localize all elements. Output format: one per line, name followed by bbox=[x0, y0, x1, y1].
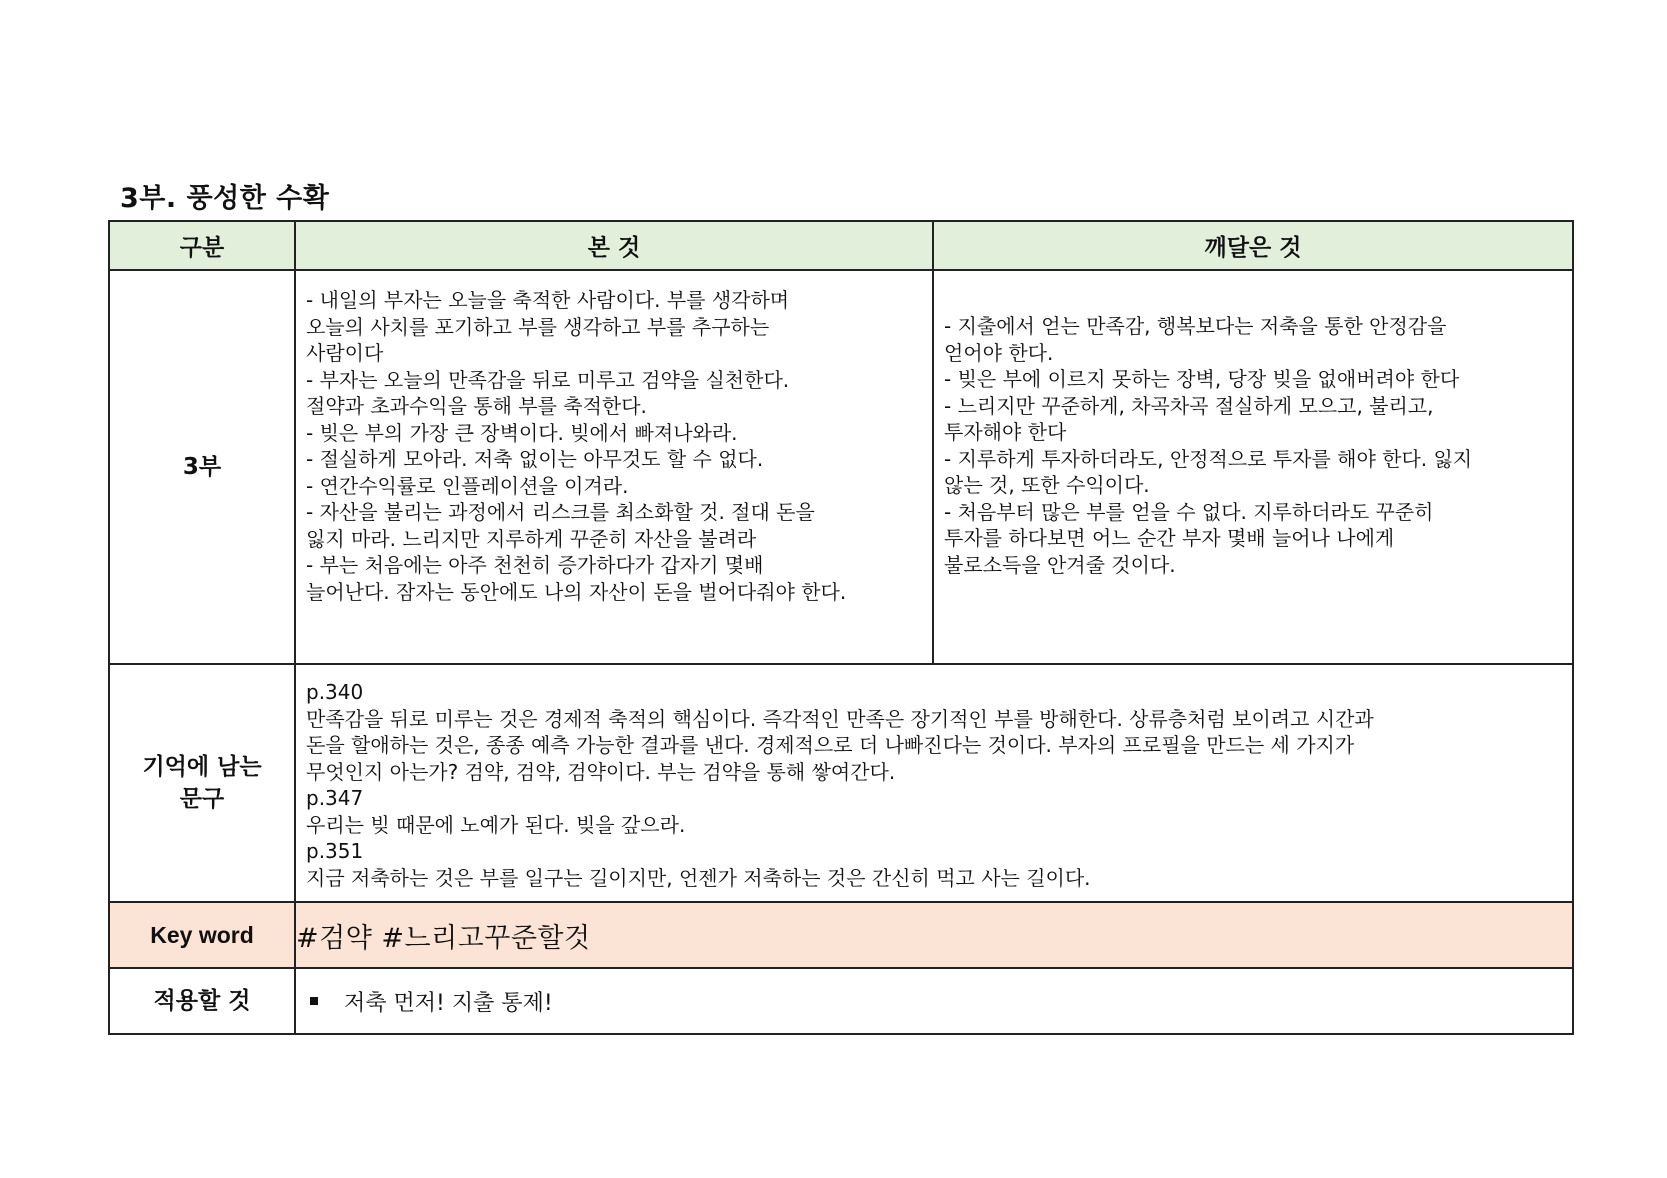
learned-line: - 지출에서 얻는 만족감, 행복보다는 저축을 통한 안정감을 bbox=[944, 314, 1447, 338]
square-bullet-icon bbox=[310, 997, 318, 1005]
quote-line: 우리는 빚 때문에 노예가 된다. 빚을 갚으라. bbox=[306, 812, 686, 837]
seen-line: - 부는 처음에는 아주 천천히 증가하다가 갑자기 몇배 bbox=[306, 553, 764, 577]
learned-line: 불로소득을 안겨줄 것이다. bbox=[944, 552, 1176, 577]
learned-line: - 처음부터 많은 부를 얻을 수 없다. 지루하더라도 꾸준히 bbox=[944, 499, 1434, 524]
seen-line: 사람이다 bbox=[306, 341, 384, 365]
seen-line: 절약과 초과수익을 통해 부를 축적한다. bbox=[306, 394, 647, 418]
seen-line: - 절실하게 모아라. 저축 없이는 아무것도 할 수 없다. bbox=[306, 447, 764, 471]
header-seen: 본 것 bbox=[295, 221, 933, 270]
table-header-row bbox=[109, 221, 1573, 270]
apply-row bbox=[109, 968, 1573, 1034]
quotes-text bbox=[296, 665, 1572, 901]
page-title: 3부. 풍성한 수확 bbox=[120, 183, 330, 214]
seen-line: - 부자는 오늘의 만족감을 뒤로 미루고 검약을 실천한다. bbox=[306, 367, 790, 392]
keyword-row bbox=[109, 902, 1573, 968]
seen-line: 오늘의 사치를 포기하고 부를 생각하고 부를 추구하는 bbox=[306, 314, 770, 339]
apply-label: 적용할 것 bbox=[109, 968, 295, 1034]
seen-text bbox=[296, 287, 932, 605]
learned-text bbox=[934, 313, 1572, 578]
seen-line: 늘어난다. 잠자는 동안에도 나의 자산이 돈을 벌어다줘야 한다. bbox=[306, 579, 847, 604]
quotes-row-label bbox=[109, 664, 295, 902]
learned-line: - 지루하게 투자하더라도, 안정적으로 투자를 해야 한다. 잃지 bbox=[944, 446, 1473, 471]
quotes-label-line: 기억에 남는 bbox=[142, 754, 262, 780]
learned-line: - 빚은 부에 이르지 못하는 장벽, 당장 빚을 없애버려야 한다 bbox=[944, 367, 1460, 391]
quote-page-ref: p.347 bbox=[306, 786, 364, 810]
learned-line: 않는 것, 또한 수익이다. bbox=[944, 473, 1150, 497]
learned-cell bbox=[933, 270, 1573, 664]
seen-line: - 자산을 불리는 과정에서 리스크를 최소화할 것. 절대 돈을 bbox=[306, 500, 815, 524]
apply-item bbox=[296, 986, 1572, 1017]
apply-item-text: 저축 먼저! 지출 통제! bbox=[344, 990, 553, 1016]
learned-line: 얻어야 한다. bbox=[944, 340, 1054, 365]
seen-line: - 내일의 부자는 오늘을 축적한 사람이다. 부를 생각하며 bbox=[306, 288, 790, 312]
quotes-cell bbox=[295, 664, 1573, 902]
quote-line: 만족감을 뒤로 미루는 것은 경제적 축적의 핵심이다. 즉각적인 만족은 장기적인 부를 방해한다. 상류층처럼 보이려고 시간과 bbox=[306, 706, 1374, 731]
quotes-row bbox=[109, 664, 1573, 902]
apply-cell bbox=[295, 968, 1573, 1034]
quote-line: 돈을 할애하는 것은, 종종 예측 가능한 결과를 낸다. 경제적으로 더 나빠진다는 것이다. 부자의 프로필을 만드는 세 가지가 bbox=[306, 733, 1355, 757]
seen-line: - 연간수익률로 인플레이션을 이겨라. bbox=[306, 473, 629, 498]
header-category: 구분 bbox=[109, 221, 295, 270]
keyword-value: #검약 #느리고꾸준할것 bbox=[295, 902, 1573, 968]
main-row bbox=[109, 270, 1573, 664]
quote-line: 지금 저축하는 것은 부를 일구는 길이지만, 언젠가 저축하는 것은 간신히 먹고 사는 길이다. bbox=[306, 865, 1091, 890]
quote-page-ref: p.340 bbox=[306, 680, 364, 704]
learned-line: - 느리지만 꾸준하게, 차곡차곡 절실하게 모으고, 불리고, bbox=[944, 393, 1434, 418]
seen-line: 잃지 마라. 느리지만 지루하게 꾸준히 자산을 불려라 bbox=[306, 526, 757, 551]
keyword-label: Key word bbox=[109, 902, 295, 968]
learned-line: 투자해야 한다 bbox=[944, 420, 1067, 444]
quotes-label-line: 문구 bbox=[179, 786, 225, 812]
learned-line: 투자를 하다보면 어느 순간 부자 몇배 늘어나 나에게 bbox=[944, 526, 1395, 550]
main-row-label: 3부 bbox=[109, 270, 295, 664]
header-learned: 깨달은 것 bbox=[933, 221, 1573, 270]
seen-cell bbox=[295, 270, 933, 664]
seen-line: - 빚은 부의 가장 큰 장벽이다. 빚에서 빠져나와라. bbox=[306, 420, 738, 445]
quote-page-ref: p.351 bbox=[306, 839, 364, 863]
reading-note-table bbox=[108, 220, 1574, 1035]
quote-line: 무엇인지 아는가? 검약, 검약, 검약이다. 부는 검약을 통해 쌓여간다. bbox=[306, 759, 896, 784]
